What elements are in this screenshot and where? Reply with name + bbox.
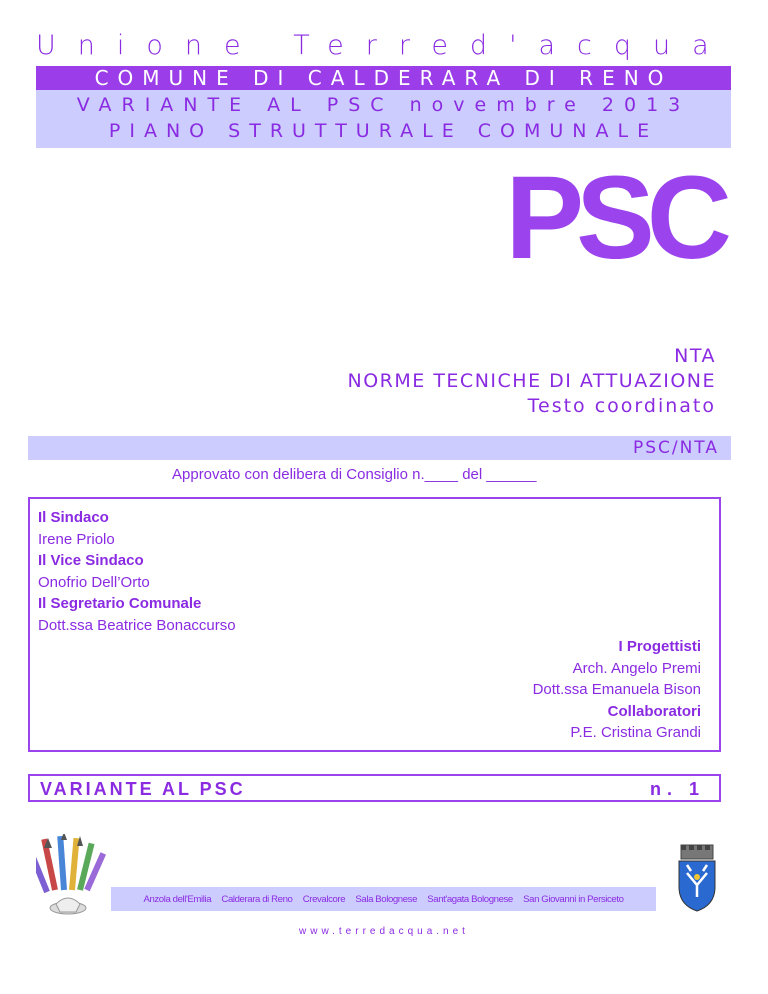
town-name: Crevalcore [302, 894, 346, 905]
town-name: San Giovanni in Persiceto [523, 894, 624, 905]
towns-bar [111, 887, 656, 911]
town-name: Anzola dell'Emilia [143, 894, 212, 905]
collaborators-role: Collaboratori [607, 702, 701, 720]
website-link[interactable]: www.terredacqua.net [299, 926, 469, 937]
official-role: Il Sindaco [38, 509, 109, 526]
official-role: Il Vice Sindaco [38, 552, 144, 569]
terredacqua-logo-icon [36, 834, 110, 916]
variante-box-number: n. 1 [649, 779, 705, 799]
people-box [28, 497, 721, 752]
piano-strutturale: PIANO STRUTTURALE COMUNALE [108, 120, 659, 142]
nta-block [348, 344, 716, 419]
comune-banner: COMUNE DI CALDERARA DI RENO [36, 66, 731, 90]
town-name: Calderara di Reno [221, 894, 293, 905]
union-title: Unione Terred'acqua [36, 30, 731, 61]
psc-title: PSC [505, 152, 724, 284]
variante-date: VARIANTE AL PSC novembre 2013 [76, 94, 691, 116]
designer-name: Dott.ssa Emanuela Bison [532, 681, 701, 698]
nta-label: NTA [674, 345, 716, 367]
approval-line: Approvato con delibera di Consiglio n.____ del ______ [172, 466, 537, 483]
doc-code-bar: PSC/NTA [28, 436, 731, 460]
designers-role: I Progettisti [618, 638, 701, 655]
designers-list [533, 636, 701, 744]
collaborator-name: P.E. Cristina Grandi [570, 724, 701, 741]
variante-banner [36, 90, 731, 148]
officials-list [38, 507, 236, 636]
official-name: Onofrio Dell’Orto [38, 573, 150, 591]
official-name: Dott.ssa Beatrice Bonaccurso [38, 616, 236, 634]
town-name: Sant'agata Bolognese [427, 894, 513, 905]
coat-of-arms-icon [675, 843, 719, 913]
designer-name: Arch. Angelo Premi [572, 659, 701, 677]
variante-box-label: VARIANTE AL PSC [40, 779, 246, 799]
town-name: Sala Bolognese [355, 894, 418, 905]
nta-full-title: NORME TECNICHE DI ATTUAZIONE [347, 370, 716, 392]
official-name: Irene Priolo [38, 530, 115, 548]
testo-coordinato: Testo coordinato [527, 395, 716, 417]
variante-number-box [28, 774, 721, 802]
official-role: Il Segretario Comunale [38, 595, 202, 612]
